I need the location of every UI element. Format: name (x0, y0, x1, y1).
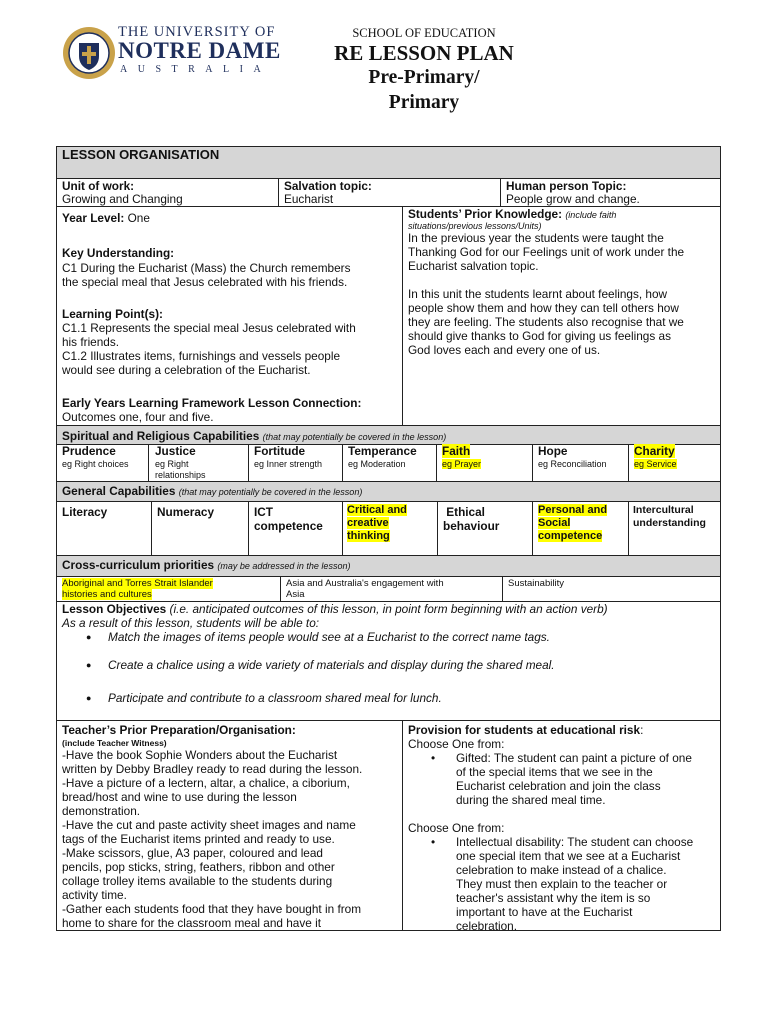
general-personal-social-l3: competence (538, 530, 603, 542)
bullet-icon: • (431, 835, 436, 849)
provision-gifted-line: of the special items that we see in the (456, 765, 653, 779)
capability-faith: Faith (442, 444, 471, 458)
university-name-line2: NOTRE DAME (118, 38, 281, 63)
teacher-prep-line: -Gather each students food that they have bought in from (62, 902, 362, 916)
year-level: Year Level: One (62, 211, 150, 225)
general-ict-l2: competence (254, 519, 323, 533)
prior-knowledge-heading: Students’ Prior Knowledge: (include faith (408, 207, 617, 221)
document-subtitle-line1: Pre-Primary/ (368, 67, 480, 88)
prior-knowledge-line: In the previous year the students were taught the (408, 231, 664, 245)
teacher-prep-line: pencils, pop sticks, string, feathers, ribbon and other (62, 860, 335, 874)
learning-point-line: his friends. (62, 335, 120, 349)
capability-hope: Hope (538, 444, 568, 458)
teacher-prep-line: written by Debby Bradley ready to read during the lesson. (62, 762, 363, 776)
prior-knowledge-line: people show them and how they can tell others how (408, 301, 679, 315)
teacher-prep-line: -Have the book Sophie Wonders about the Eucharist (62, 748, 338, 762)
general-ethical-l2: behaviour (443, 519, 500, 533)
general-intercultural-l2: understanding (633, 517, 706, 529)
capability-justice-eg2: relationships (155, 470, 206, 480)
capability-prudence: Prudence (62, 444, 116, 458)
unit-of-work-value: Growing and Changing (62, 192, 183, 206)
learning-point-line: C1.1 Represents the special meal Jesus celebrated with (62, 321, 356, 335)
key-understanding-line: the special meal that Jesus celebrated with his friends. (62, 275, 348, 289)
provision-gifted-line: Gifted: The student can paint a picture of one (456, 751, 692, 765)
provision-gifted-line: Eucharist celebration and join the class (456, 779, 661, 793)
teacher-prep-line: tags of the Eucharist items printed and ready to use. (62, 832, 335, 846)
provision-intellectual-line: Intellectual disability: The student can choose (456, 835, 694, 849)
capability-faith-eg: eg Prayer (442, 459, 482, 469)
cross-aboriginal-l2: histories and cultures (62, 589, 152, 600)
general-critical-thinking-l2: creative (347, 517, 389, 529)
learning-points-label: Learning Point(s): (62, 307, 163, 321)
general-critical-thinking-l3: thinking (347, 530, 390, 542)
provision-choose-one: Choose One from: (408, 821, 505, 835)
general-ethical: Ethical (443, 505, 485, 519)
prior-knowledge-line: In this unit the students learnt about feelings, how (408, 287, 668, 301)
teacher-prep-line: collage trolley items available to the students during (62, 874, 333, 888)
capability-fortitude-eg: eg Inner strength (254, 459, 323, 469)
provision-intellectual-line: teacher's assistant why the item is so (456, 891, 651, 905)
prior-knowledge-line: should give thanks to God for giving us feelings as (408, 329, 671, 343)
lesson-objectives-heading: Lesson Objectives (i.e. anticipated outcomes of this lesson, in point form beginning with an action verb) (62, 602, 608, 616)
provision-choose-one: Choose One from: (408, 737, 505, 751)
capability-temperance: Temperance (348, 444, 417, 458)
general-numeracy: Numeracy (157, 505, 215, 519)
spiritual-capabilities-heading: Spiritual and Religious Capabilities (that may potentially be covered in the lesson) (62, 429, 447, 443)
capability-justice: Justice (155, 444, 196, 458)
objective-item: Participate and contribute to a classroom shared meal for lunch. (108, 691, 442, 705)
cross-asia-l2: Asia (286, 589, 305, 600)
teacher-prep-line: bread/host and wine to use during the lesson (62, 790, 297, 804)
bullet-icon: ● (86, 632, 92, 642)
unit-of-work-label: Unit of work: (62, 179, 135, 193)
teacher-prep-line: activity time. (62, 888, 127, 902)
general-intercultural: Intercultural (633, 504, 694, 516)
key-understanding-label: Key Understanding: (62, 246, 175, 260)
cross-asia: Asia and Australia's engagement with (286, 578, 444, 589)
eylf-label: Early Years Learning Framework Lesson Connection: (62, 396, 362, 410)
provision-intellectual-line: important to have at the Eucharist (456, 905, 633, 919)
prior-knowledge-line: Thanking God for our Feelings unit of work under the (408, 245, 685, 259)
teacher-prep-line: -Have a picture of a lectern, altar, a chalice, a ciborium, (62, 776, 350, 790)
capability-temperance-eg: eg Moderation (348, 459, 406, 469)
school-name: SCHOOL OF EDUCATION (352, 26, 496, 40)
salvation-topic-value: Eucharist (284, 192, 334, 206)
capability-justice-eg: eg Right (155, 459, 189, 469)
general-capabilities-heading: General Capabilities (that may potentially be covered in the lesson) (62, 484, 363, 498)
provision-gifted-line: during the shared meal time. (456, 793, 606, 807)
capability-hope-eg: eg Reconciliation (538, 459, 607, 469)
bullet-icon: ● (86, 660, 92, 670)
document-title: RE LESSON PLAN (334, 41, 514, 65)
cross-sustainability: Sustainability (508, 578, 564, 589)
prior-knowledge-note: situations/previous lessons/Units) (408, 221, 542, 231)
teacher-prep-line: -Have the cut and paste activity sheet images and name (62, 818, 356, 832)
salvation-topic-label: Salvation topic: (284, 179, 372, 193)
bullet-icon: ● (86, 693, 92, 703)
learning-point-line: would see during a celebration of the Eucharist. (62, 363, 311, 377)
capability-fortitude: Fortitude (254, 444, 306, 458)
bullet-icon: • (431, 751, 436, 765)
provision-label: Provision for students at educational risk: (408, 723, 644, 737)
objective-item: Match the images of items people would see at a Eucharist to the correct name tags. (108, 630, 550, 644)
lesson-organisation-heading: LESSON ORGANISATION (62, 147, 220, 162)
general-personal-social: Personal and (538, 504, 608, 516)
cross-curriculum-heading: Cross-curriculum priorities (may be addressed in the lesson) (62, 558, 351, 572)
teacher-prep-line: demonstration. (62, 804, 141, 818)
teacher-prep-line: -Make scissors, glue, A3 paper, coloured and lead (62, 846, 323, 860)
teacher-prep-note: (include Teacher Witness) (62, 738, 167, 748)
document-subtitle-line2: Primary (388, 92, 460, 113)
teacher-prep-line: home to share for the classroom meal and have it (62, 916, 322, 930)
learning-point-line: C1.2 Illustrates items, furnishings and vessels people (62, 349, 341, 363)
capability-charity-eg: eg Service (634, 459, 677, 469)
general-critical-thinking: Critical and (347, 504, 407, 516)
lesson-objectives-intro: As a result of this lesson, students will be able to: (62, 616, 320, 630)
cross-aboriginal: Aboriginal and Torres Strait Islander (62, 578, 213, 589)
human-person-topic-value: People grow and change. (506, 192, 640, 206)
provision-intellectual-line: one special item that we see at a Eucharist (456, 849, 681, 863)
provision-intellectual-line: celebration to make instead of a chalice. (456, 863, 667, 877)
capability-prudence-eg: eg Right choices (62, 459, 129, 469)
general-ict: ICT (254, 505, 274, 519)
human-person-topic-label: Human person Topic: (506, 179, 627, 193)
university-name-line1: THE UNIVERSITY OF (118, 24, 276, 40)
provision-intellectual-line: celebration. (456, 919, 517, 933)
general-literacy: Literacy (62, 505, 108, 519)
objective-item: Create a chalice using a wide variety of materials and display during the shared meal. (108, 658, 555, 672)
university-name-line3: AUSTRALIA (120, 64, 272, 75)
general-personal-social-l2: Social (538, 517, 571, 529)
prior-knowledge-line: God loves each and every one of us. (408, 343, 601, 357)
prior-knowledge-line: Eucharist salvation topic. (408, 259, 539, 273)
eylf-value: Outcomes one, four and five. (62, 410, 214, 424)
prior-knowledge-line: they are feeling. The students also recognise that we (408, 315, 684, 329)
key-understanding-line: C1 During the Eucharist (Mass) the Church remembers (62, 261, 351, 275)
teacher-prep-label: Teacher’s Prior Preparation/Organisation: (62, 723, 296, 737)
provision-intellectual-line: They must then explain to the teacher or (456, 877, 668, 891)
capability-charity: Charity (634, 444, 675, 458)
